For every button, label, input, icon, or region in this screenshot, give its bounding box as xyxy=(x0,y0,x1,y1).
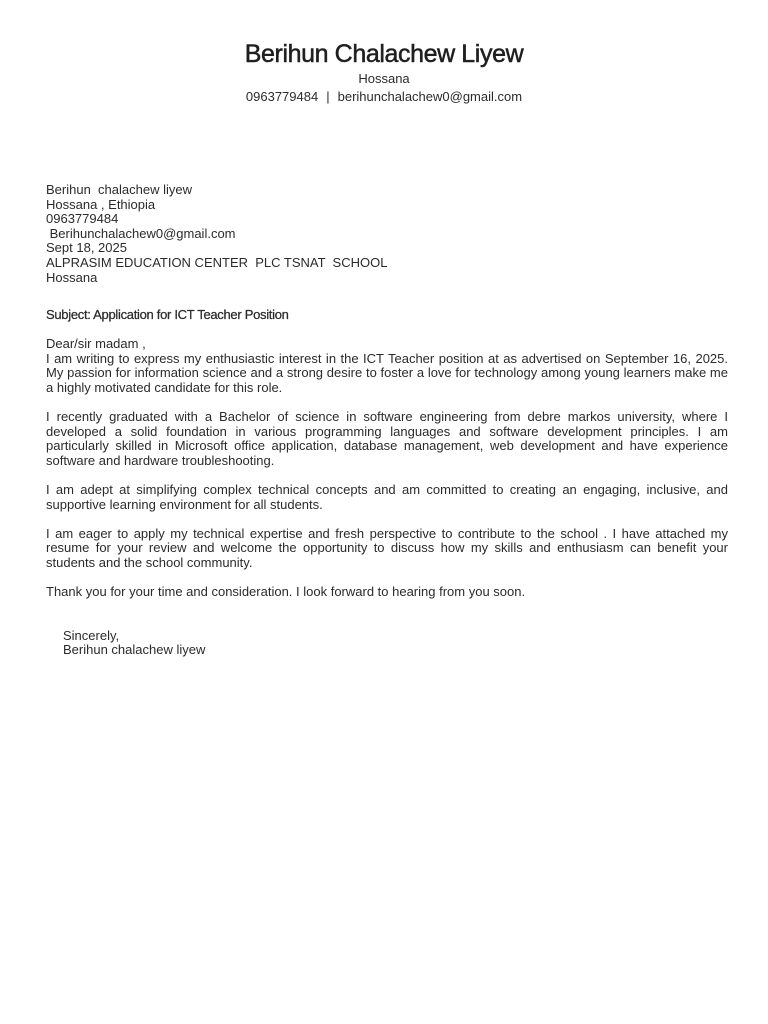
sender-phone: 0963779484 xyxy=(46,211,119,227)
contact-separator: | xyxy=(326,89,330,104)
paragraph-skills: I am adept at simplifying complex technical concepts and am committed to creating an engaging, inclusive, and supportive learning environment for all students. xyxy=(46,482,728,512)
sender-email: Berihunchalachew0@gmail.com xyxy=(46,225,236,241)
sender-address-block xyxy=(46,183,728,285)
applicant-email: berihunchalachew0@gmail.com xyxy=(337,89,523,104)
salutation: Dear/sir madam , xyxy=(46,336,146,352)
letterhead xyxy=(0,38,768,106)
paragraph-thanks: Thank you for your time and consideration. I look forward to hearing from you soon. xyxy=(46,584,526,600)
signature-name: Berihun chalachew liyew xyxy=(63,642,206,658)
applicant-name: Berihun Chalachew Liyew xyxy=(244,40,524,68)
closing-block xyxy=(46,629,728,658)
applicant-phone: 0963779484 xyxy=(245,89,319,104)
recipient-organization: ALPRASIM EDUCATION CENTER PLC TSNAT SCHOOL xyxy=(46,254,388,270)
paragraph-contribution: I am eager to apply my technical expertise and fresh perspective to contribute to the school . I have attached my resume for your review and welcome the opportunity to discuss how my skills and enthusiasm can benefit your students and the school community. xyxy=(46,525,728,571)
paragraph-intro: I am writing to express my enthusiastic interest in the ICT Teacher position at as advertised on September 16, 2025. My passion for information science and a strong desire to foster a love for technology among young learners make me a highly motivated candidate for this role. xyxy=(46,350,728,395)
letter-body xyxy=(46,183,728,658)
applicant-city: Hossana xyxy=(358,71,410,86)
recipient-city: Hossana xyxy=(46,269,98,285)
sender-location: Hossana , Ethiopia xyxy=(46,196,156,212)
paragraph-education: I recently graduated with a Bachelor of science in software engineering from debre markos university, where I developed a solid foundation in various programming languages and software development principles. I am particularly skilled in Microsoft office application, database management, web development and have experience software and hardware troubleshooting. xyxy=(46,409,728,468)
valediction: Sincerely, xyxy=(63,627,120,643)
letter-date: Sept 18, 2025 xyxy=(46,240,127,256)
sender-name: Berihun chalachew liyew xyxy=(46,182,192,197)
subject-line: Subject: Application for ICT Teacher Position xyxy=(46,307,289,323)
contact-line xyxy=(0,88,768,106)
